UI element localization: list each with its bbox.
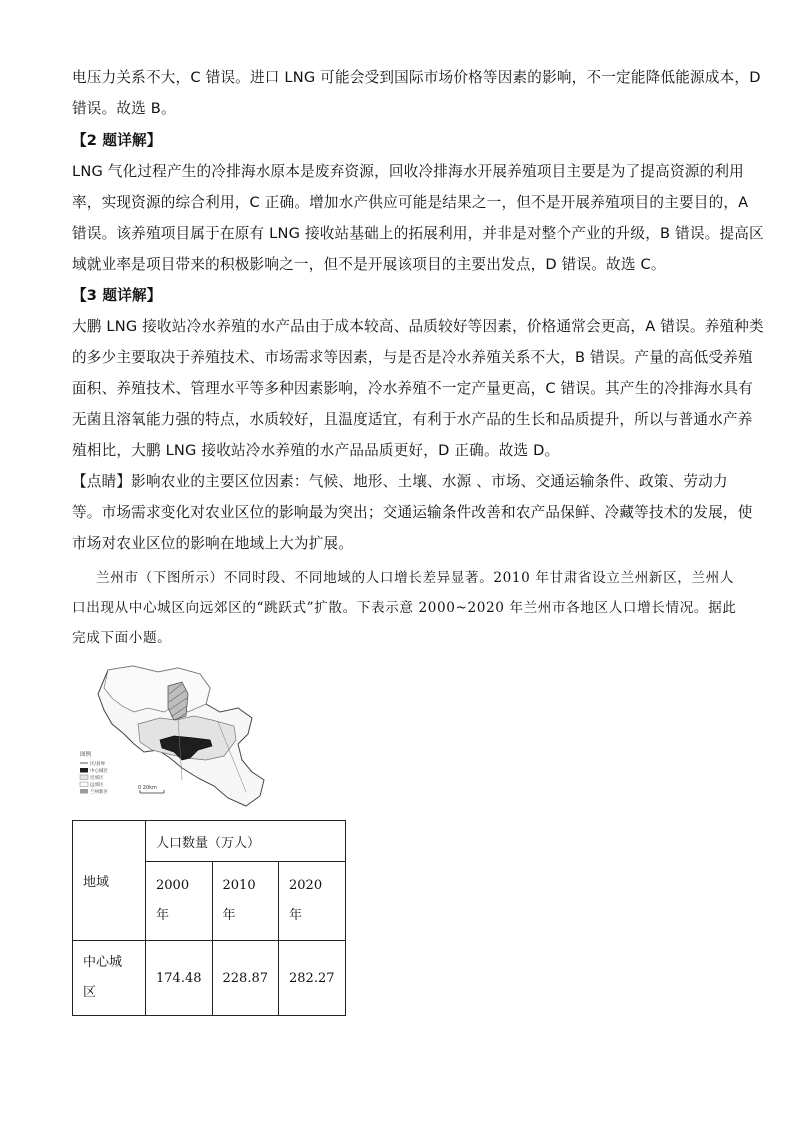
paragraph-line: 等。市场需求变化对农业区位的影响最为突出；交通运输条件改善和农产品保鲜、冷藏等技术的发展，使: [72, 504, 753, 521]
paragraph-line: LNG 气化过程产生的冷排海水原本是废弃资源，回收冷排海水开展养殖项目主要是为了提高资源的利用: [72, 163, 744, 180]
paragraph-line: 电压力关系不大，C 错误。进口 LNG 可能会受到国际市场价格等因素的影响，不一定能降低能源成本，D: [72, 69, 761, 86]
question-line: 完成下面小题。: [72, 630, 172, 646]
table-region-name: 中心城 区: [73, 941, 146, 1016]
table-year-header: 2020 年: [279, 862, 346, 941]
legend-near-swatch: [80, 775, 88, 780]
legend-central-swatch: [80, 768, 88, 773]
legend-item: 区/县界: [90, 762, 106, 767]
paragraph-line: 的多少主要取决于养殖技术、市场需求等因素，与是否是冷水养殖关系不大，B 错误。产量的高低受养殖: [72, 349, 753, 366]
question-line: 兰州市（下图所示）不同时段、不同地域的人口增长差异显著。2010 年甘肃省设立兰州新区，兰州人: [96, 570, 735, 586]
table-year-header: 2010 年: [212, 862, 279, 941]
paragraph-line: 无菌且溶氧能力强的特点，水质较好，且温度适宜，有利于水产品的生长和品质提升，所以与普通水产养: [72, 411, 753, 428]
legend-item: 远郊区: [90, 783, 104, 788]
table-cell: 174.48: [146, 941, 213, 1016]
paragraph-line: 大鹏 LNG 接收站冷水养殖的水产品由于成本较高、品质较好等因素，价格通常会更高，A 错误。养殖种类: [72, 318, 764, 335]
section-heading-3: 【3 题详解】: [72, 287, 162, 304]
paragraph-line: 殖相比，大鹏 LNG 接收站冷水养殖的水产品品质更好，D 正确。故选 D。: [72, 442, 560, 459]
table-group-header: 人口数量（万人）: [146, 821, 346, 862]
paragraph-line: 面积、养殖技术、管理水平等多种因素影响，冷水养殖不一定产量更高，C 错误。其产生的冷排海水具有: [72, 380, 753, 397]
tip-heading-line: 【点睛】影响农业的主要区位因素：气候、地形、土壤、水源 、市场、交通运输条件、政策、劳动力: [72, 473, 728, 490]
lanzhou-new-area: [168, 682, 188, 720]
paragraph-line: 域就业率是项目带来的积极影响之一，但不是开展该项目的主要出发点，D 错误。故选 C。: [72, 256, 666, 273]
table-region-header: 地域: [73, 821, 146, 941]
legend-outer-swatch: [80, 782, 88, 787]
paragraph-line: 错误。该养殖项目属于在原有 LNG 接收站基础上的拓展利用，并非是对整个产业的升级，B 错误。提高区: [72, 225, 764, 242]
question-line: 口出现从中心城区向远郊区的“跳跃式”扩散。下表示意 2000~2020 年兰州市各地区人口增长情况。据此: [72, 600, 737, 616]
legend-item: 兰州新区: [90, 790, 108, 795]
section-heading-2: 【2 题详解】: [72, 132, 162, 149]
lanzhou-map: [78, 660, 270, 812]
paragraph-line: 率，实现资源的综合利用，C 正确。增加水产供应可能是结果之一，但不是开展养殖项目的主要目的，A: [72, 194, 749, 211]
scale-label: 0 20km: [138, 785, 157, 791]
paragraph-line: 市场对农业区位的影响在地域上大为扩展。: [72, 535, 354, 552]
table-cell: 282.27: [279, 941, 346, 1016]
legend-title: 图例: [80, 752, 92, 758]
legend-new-area-swatch: [80, 789, 88, 794]
population-table: [72, 820, 346, 1016]
legend-item: 中心城区: [90, 769, 108, 774]
table-row: [73, 941, 346, 1016]
paragraph-line: 错误。故选 B。: [72, 100, 176, 117]
table-cell: 228.87: [212, 941, 279, 1016]
legend-item: 近郊区: [90, 776, 104, 781]
table-year-header: 2000 年: [146, 862, 213, 941]
